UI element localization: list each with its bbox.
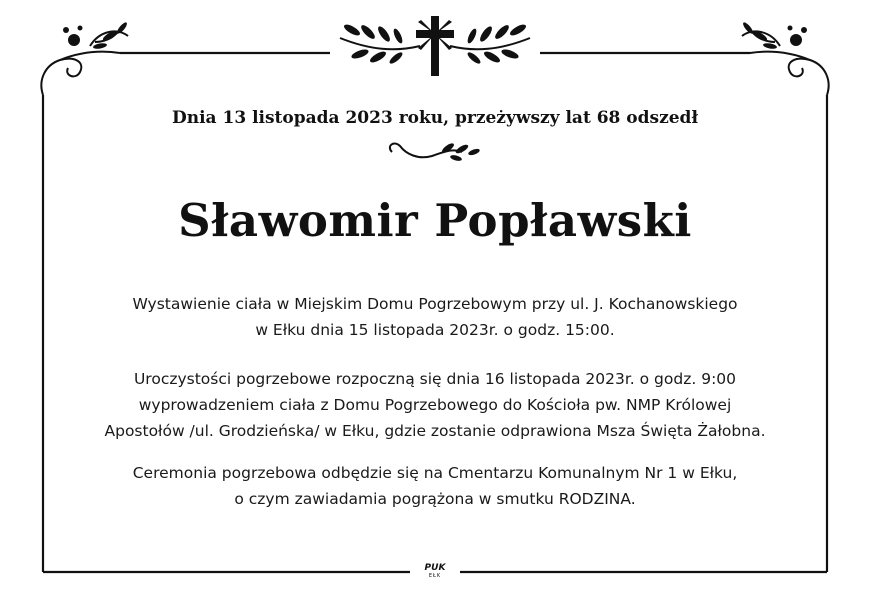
- funeral-ceremony-paragraph: [60, 366, 810, 444]
- text-line: w Ełku dnia 15 listopada 2023r. o godz. 15:00.: [255, 321, 615, 339]
- deceased-name: Sławomir Popławski: [178, 194, 692, 247]
- flourish-divider-icon: [390, 142, 481, 162]
- text-line: wyprowadzeniem ciała z Domu Pogrzebowego do Kościoła pw. NMP Królowej: [138, 396, 732, 414]
- death-date-line: Dnia 13 listopada 2023 roku, przeżywszy lat 68 odszedł: [172, 108, 698, 128]
- viewing-paragraph: [60, 291, 810, 343]
- right-corner-ornament: [742, 31, 829, 95]
- laurel-branch-left: [340, 22, 420, 65]
- puk-logo: [418, 563, 452, 581]
- left-corner-ornament: [41, 31, 128, 95]
- text-line: o czym zawiadamia pogrążona w smutku RODZINA.: [234, 490, 636, 508]
- cross-icon: [416, 16, 454, 76]
- logo-sub: EŁK: [428, 573, 442, 579]
- text-line: Uroczystości pogrzebowe rozpoczną się dnia 16 listopada 2023r. o godz. 9:00: [133, 370, 737, 388]
- burial-paragraph: [60, 460, 810, 512]
- text-line: Ceremonia pogrzebowa odbędzie się na Cmentarzu Komunalnym Nr 1 w Ełku,: [132, 464, 738, 482]
- logo-main: PUK: [424, 563, 446, 573]
- text-line: Wystawienie ciała w Miejskim Domu Pogrzebowym przy ul. J. Kochanowskiego: [132, 295, 738, 313]
- text-line: Apostołów /ul. Grodzieńska/ w Ełku, gdzie zostanie odprawiona Msza Święta Żałobna.: [104, 422, 766, 440]
- laurel-branch-right: [450, 22, 530, 65]
